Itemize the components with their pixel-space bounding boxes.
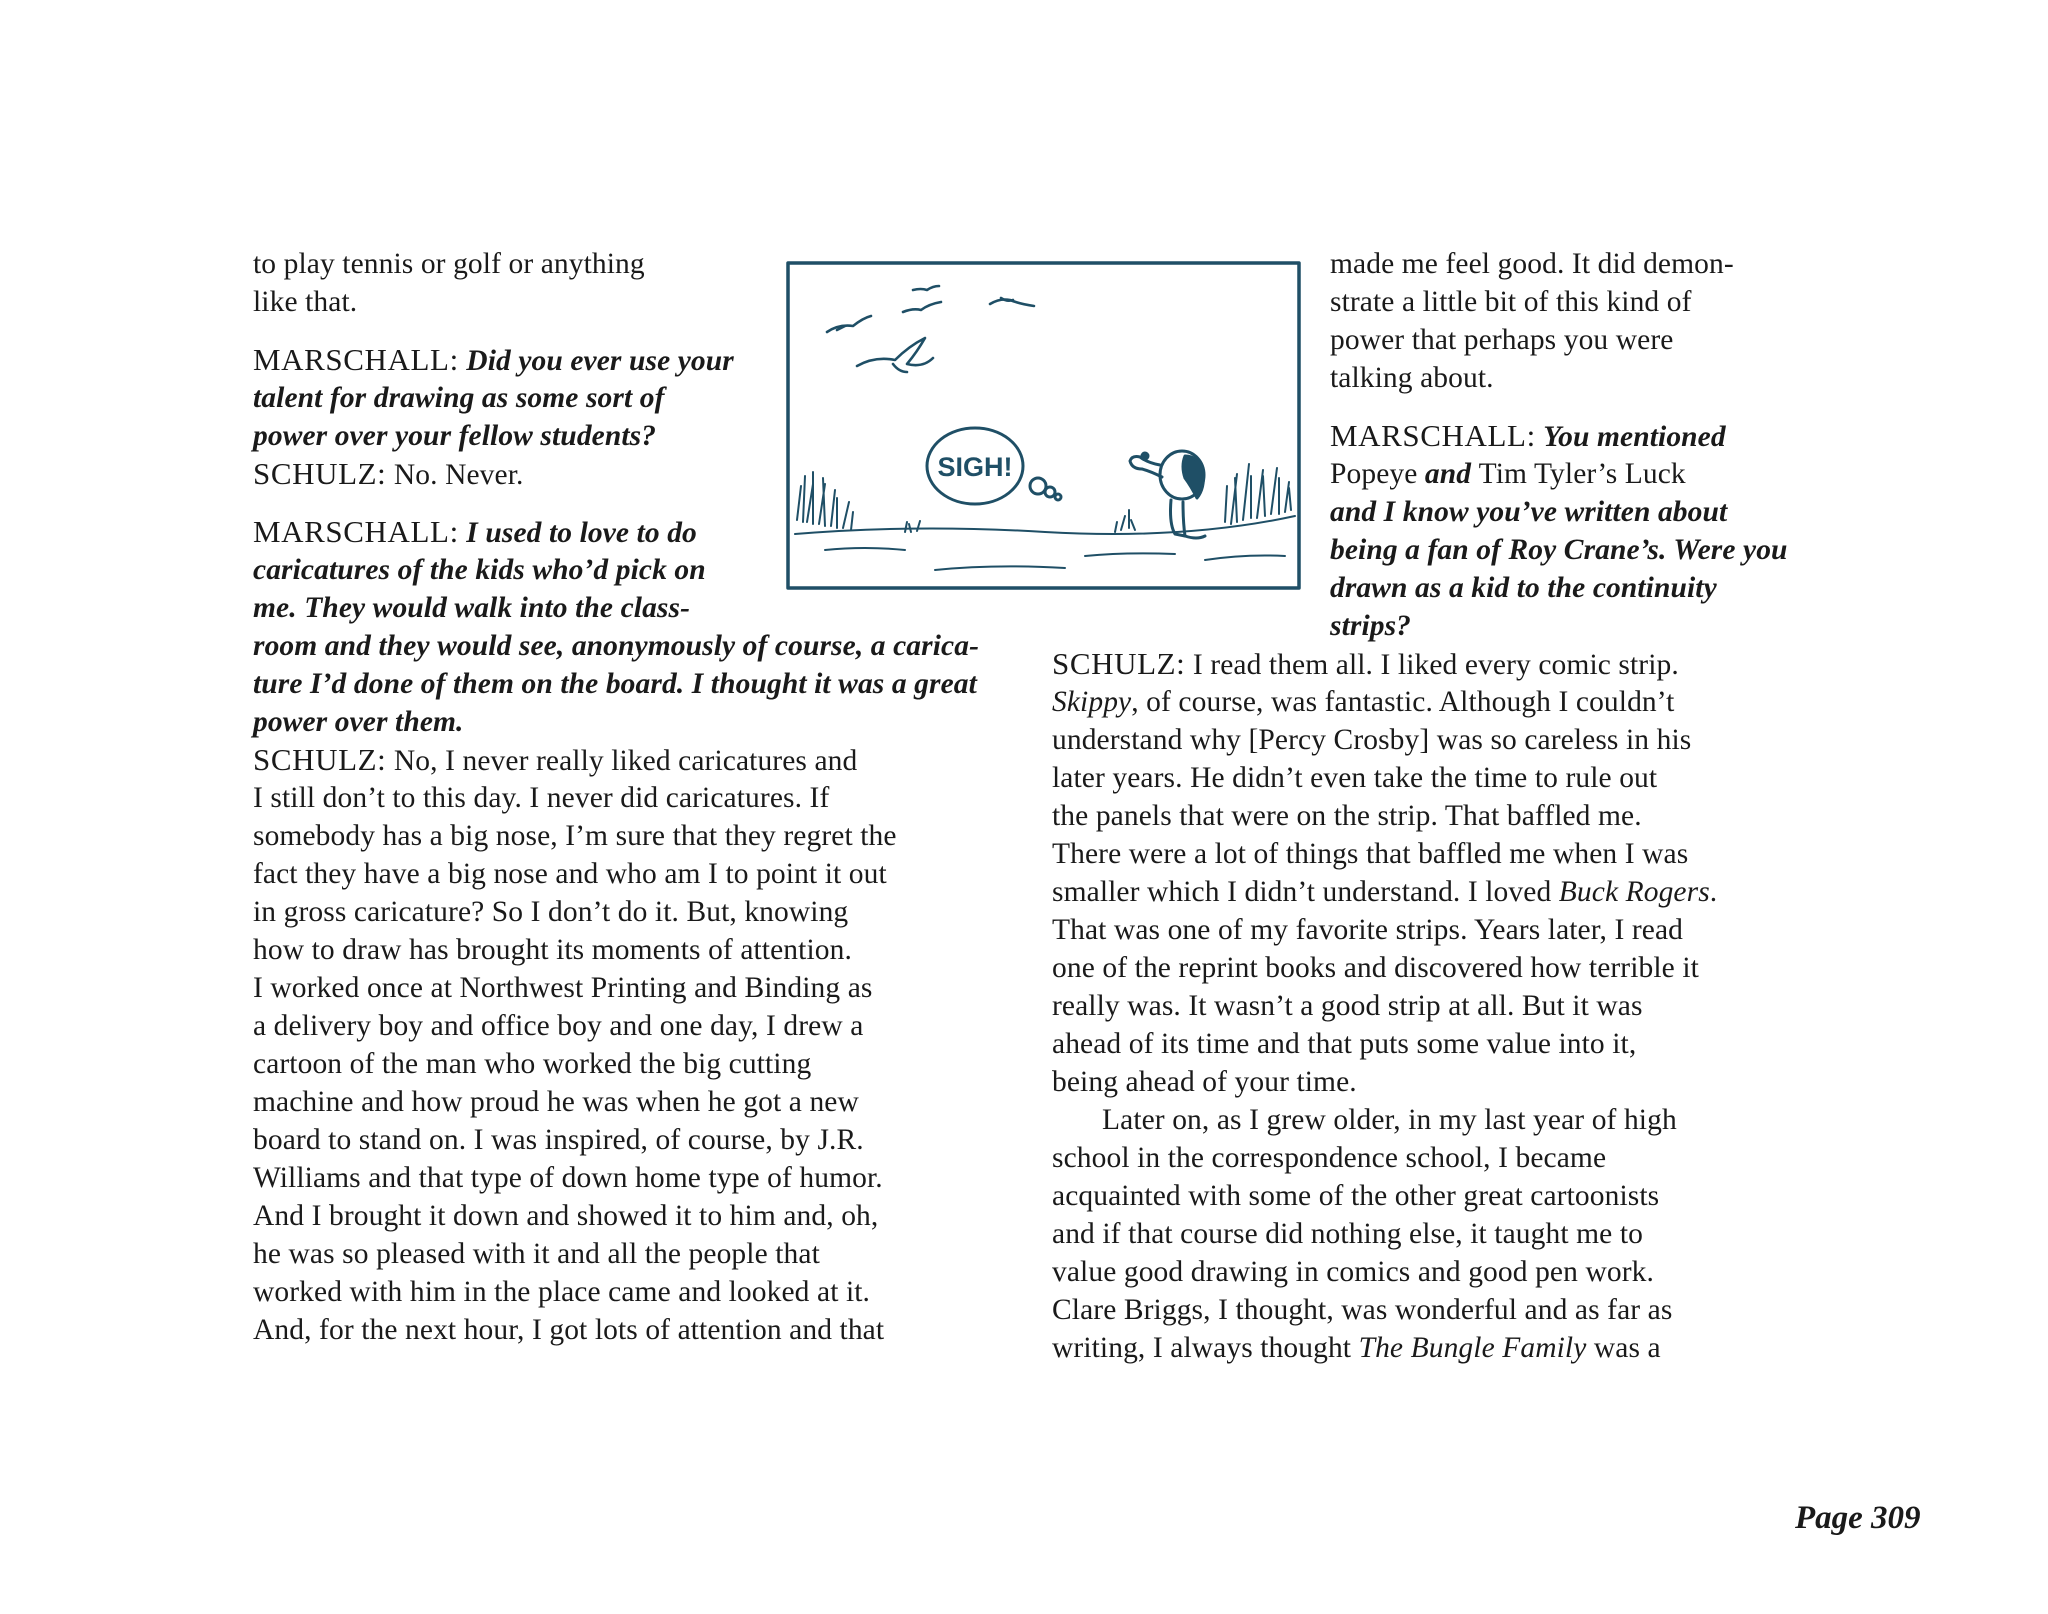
answer-line: really was. It wasn’t a good strip at all. But it was xyxy=(1052,990,1643,1022)
question-line: talent for drawing as some sort of xyxy=(253,382,665,414)
answer-line: understand why [Percy Crosby] was so careless in his xyxy=(1052,724,1692,756)
paragraph-line: value good drawing in comics and good pen work. xyxy=(1052,1256,1654,1288)
answer-line xyxy=(1052,873,1717,911)
answer-line xyxy=(253,741,857,780)
answer-line: Williams and that type of down home type of humor. xyxy=(253,1162,883,1194)
paragraph-line xyxy=(1052,1329,1661,1367)
answer-line: in gross caricature? So I don’t do it. But, knowing xyxy=(253,896,849,928)
question-line xyxy=(253,513,697,552)
answer-text: No, I never really liked caricatures and xyxy=(393,745,858,777)
body-line: like that. xyxy=(253,286,358,318)
question-line xyxy=(1330,417,1726,456)
body-line: talking about. xyxy=(1330,362,1494,394)
question-line: power over them. xyxy=(253,706,464,738)
speaker-label: SCHULZ: xyxy=(253,456,387,491)
answer-text: No. Never. xyxy=(393,459,524,491)
title-tim-tylers-luck: Tim Tyler’s Luck xyxy=(1478,458,1686,490)
question-line: being a fan of Roy Crane’s. Were you xyxy=(1330,534,1788,566)
answer-text: . xyxy=(1709,876,1718,908)
question-line: ture I’d done of them on the board. I thought it was a great xyxy=(253,668,977,700)
speaker-label: MARSCHALL: xyxy=(1330,418,1536,453)
question-line: room and they would see, anonymously of course, a carica- xyxy=(253,630,979,662)
speaker-label: MARSCHALL: xyxy=(253,342,459,377)
paragraph-line: and if that course did nothing else, it taught me to xyxy=(1052,1218,1643,1250)
answer-line: fact they have a big nose and who am I to point it out xyxy=(253,858,887,890)
panel-border xyxy=(788,263,1299,588)
answer-line: There were a lot of things that baffled me when I was xyxy=(1052,838,1689,870)
paragraph-line: Later on, as I grew older, in my last year of high xyxy=(1102,1104,1677,1136)
answer-line: And, for the next hour, I got lots of attention and that xyxy=(253,1314,885,1346)
answer-text: was a xyxy=(1586,1332,1661,1364)
answer-line: machine and how proud he was when he got a new xyxy=(253,1086,859,1118)
paragraph-line: acquainted with some of the other great cartoonists xyxy=(1052,1180,1660,1212)
question-line: power over your fellow students? xyxy=(253,420,657,452)
answer-line: somebody has a big nose, I’m sure that they regret the xyxy=(253,820,897,852)
paragraph-line: school in the correspondence school, I became xyxy=(1052,1142,1607,1174)
balloon-text: SIGH! xyxy=(937,452,1013,482)
comic-panel xyxy=(785,260,1302,591)
question-text: Did you ever use your xyxy=(466,345,734,377)
question-line xyxy=(253,341,734,380)
answer-line: how to draw has brought its moments of attention. xyxy=(253,934,852,966)
answer-text: , of course, was fantastic. Although I couldn’t xyxy=(1131,686,1675,718)
title-buck-rogers: Buck Rogers xyxy=(1558,876,1710,908)
body-line: power that perhaps you were xyxy=(1330,324,1674,356)
question-text: You mentioned xyxy=(1543,421,1726,453)
title-skippy: Skippy xyxy=(1052,686,1132,718)
answer-line: later years. He didn’t even take the time to rule out xyxy=(1052,762,1658,794)
ground-illustration xyxy=(795,516,1295,570)
question-line: me. They would walk into the class- xyxy=(253,592,690,624)
answer-line: a delivery boy and office boy and one day, I drew a xyxy=(253,1010,864,1042)
question-line: and I know you’ve written about xyxy=(1330,496,1728,528)
body-line: made me feel good. It did demon- xyxy=(1330,248,1734,280)
answer-line xyxy=(1052,645,1679,684)
title-bungle-family: The Bungle Family xyxy=(1358,1332,1587,1364)
question-line xyxy=(1330,455,1686,493)
question-text: and xyxy=(1417,458,1479,490)
page-number: Page 309 xyxy=(1795,1500,1921,1536)
question-line: strips? xyxy=(1330,610,1412,642)
question-line: caricatures of the kids who’d pick on xyxy=(253,554,706,586)
answer-line: cartoon of the man who worked the big cutting xyxy=(253,1048,812,1080)
answer-line: I worked once at Northwest Printing and Binding as xyxy=(253,972,873,1004)
speaker-label: MARSCHALL: xyxy=(253,514,459,549)
answer-line: being ahead of your time. xyxy=(1052,1066,1357,1098)
speaker-label: SCHULZ: xyxy=(253,742,387,777)
answer-line: And I brought it down and showed it to him and, oh, xyxy=(253,1200,879,1232)
birds-illustration xyxy=(827,286,1034,372)
answer-line: board to stand on. I was inspired, of course, by J.R. xyxy=(253,1124,864,1156)
answer-line xyxy=(1052,683,1674,721)
grass-illustration xyxy=(797,464,1291,532)
speaker-label: SCHULZ: xyxy=(1052,646,1186,681)
title-popeye: Popeye xyxy=(1330,458,1418,490)
answer-line: ahead of its time and that puts some value into it, xyxy=(1052,1028,1637,1060)
paragraph-line: Clare Briggs, I thought, was wonderful and as far as xyxy=(1052,1294,1673,1326)
answer-text: I read them all. I liked every comic strip. xyxy=(1192,649,1679,681)
answer-line: I still don’t to this day. I never did caricatures. If xyxy=(253,782,830,814)
answer-line xyxy=(253,455,524,494)
answer-line: That was one of my favorite strips. Years later, I read xyxy=(1052,914,1684,946)
body-line: strate a little bit of this kind of xyxy=(1330,286,1692,318)
answer-text: writing, I always thought xyxy=(1052,1332,1359,1364)
body-line: to play tennis or golf or anything xyxy=(253,248,645,280)
snoopy-character xyxy=(1130,451,1205,538)
answer-line: worked with him in the place came and looked at it. xyxy=(253,1276,871,1308)
answer-line: he was so pleased with it and all the people that xyxy=(253,1238,820,1270)
answer-line: one of the reprint books and discovered how terrible it xyxy=(1052,952,1699,984)
question-line: drawn as a kid to the continuity xyxy=(1330,572,1717,604)
question-text: I used to love to do xyxy=(466,517,697,549)
answer-text: smaller which I didn’t understand. I loved xyxy=(1052,876,1559,908)
answer-line: the panels that were on the strip. That baffled me. xyxy=(1052,800,1642,832)
